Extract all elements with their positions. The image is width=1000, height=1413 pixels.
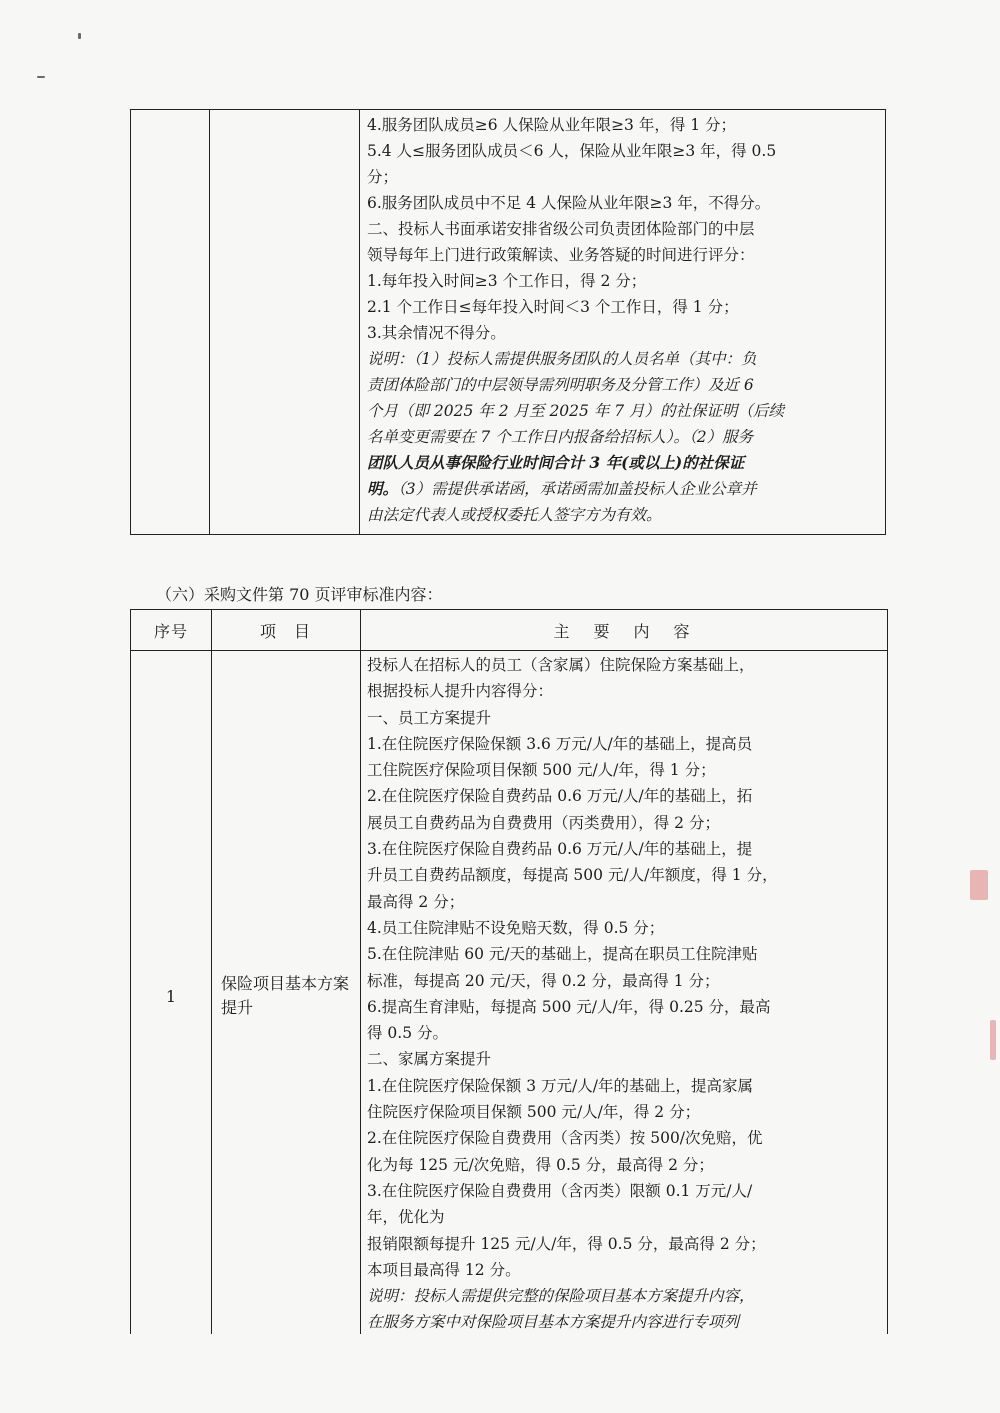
text-line: 最高得 2 分；	[367, 892, 465, 911]
text-line: 3.其余情况不得分。	[367, 324, 506, 342]
note-line: 个月（即 2025 年 2 月至 2025 年 7 月）的社保证明（后续	[367, 402, 785, 420]
text-line: 1.在住院医疗保险保额 3.6 万元/人/年的基础上，提高员	[367, 734, 753, 753]
text-line: 一、员工方案提升	[367, 708, 492, 727]
text-line: 化为每 125 元/次免赔，得 0.5 分，最高得 2 分；	[367, 1155, 714, 1174]
scan-speck	[78, 33, 81, 39]
bold-note-line: 团队人员从事保险行业时间合计 3 年(或以上)的社保证	[367, 453, 745, 472]
text-line: 住院医疗保险项目保额 500 元/人/年，得 2 分；	[367, 1103, 701, 1122]
stamp-fragment	[970, 870, 988, 900]
continuation-table	[130, 109, 886, 535]
text-line: 二、家属方案提升	[367, 1050, 492, 1069]
text-line: 4.服务团队成员≥6 人保险从业年限≥3 年，得 1 分；	[367, 116, 737, 134]
text-line: 本项目最高得 12 分。	[367, 1260, 521, 1279]
continuation-content	[367, 112, 877, 528]
text-line: 年，优化为	[367, 1208, 445, 1227]
text-line: 2.1 个工作日≤每年投入时间＜3 个工作日，得 1 分；	[367, 298, 739, 316]
section-heading: （六）采购文件第 70 页评审标准内容：	[156, 585, 443, 604]
text-line: 分；	[367, 168, 399, 186]
text-line: 根据投标人提升内容得分：	[367, 682, 554, 701]
text-line: 2.在住院医疗保险自费费用（含丙类）按 500/次免赔，优	[367, 1129, 763, 1148]
bold-fragment: 明。	[367, 479, 399, 498]
row-content	[367, 652, 879, 1336]
text-line: 1.在住院医疗保险保额 3 万元/人/年的基础上，提高家属	[367, 1076, 753, 1095]
header-content: 主 要 内 容	[553, 621, 694, 641]
text-line: 工住院医疗保险项目保额 500 元/人/年，得 1 分；	[367, 761, 716, 780]
text-line: 2.在住院医疗保险自费药品 0.6 万元/人/年的基础上，拓	[367, 787, 753, 806]
note-line: 说明：（1）投标人需提供服务团队的人员名单（其中：负	[367, 350, 757, 368]
note-line: 在服务方案中对保险项目基本方案提升内容进行专项列	[367, 1313, 740, 1332]
column-divider	[211, 610, 212, 1334]
column-divider	[359, 110, 360, 534]
text-line: 投标人在招标人的员工（含家属）住院保险方案基础上，	[367, 656, 755, 674]
text-line: 领导每年上门进行政策解读、业务答疑的时间进行评分：	[367, 246, 755, 264]
row-item: 保险项目基本方案提升	[221, 974, 350, 1017]
criteria-table	[130, 609, 888, 1334]
text-line: 6.服务团队成员中不足 4 人保险从业年限≥3 年，不得分。	[367, 194, 771, 212]
note-line: 名单变更需要在 7 个工作日内报备给招标人）。（2）服务	[367, 428, 754, 446]
text-line: 升员工自费药品额度，每提高 500 元/人/年额度，得 1 分，	[367, 866, 778, 885]
text-line: 得 0.5 分。	[367, 1024, 449, 1043]
note-line: 责团体险部门的中层领导需列明职务及分管工作）及近 6	[367, 376, 754, 394]
header-item: 项 目	[259, 621, 311, 641]
column-divider	[209, 110, 210, 534]
text-line: 报销限额每提升 125 元/人/年，得 0.5 分，最高得 2 分；	[367, 1234, 766, 1253]
text-line: 3.在住院医疗保险自费药品 0.6 万元/人/年的基础上，提	[367, 840, 753, 859]
text-line: 标准，每提高 20 元/天，得 0.2 分，最高得 1 分；	[367, 971, 720, 990]
text-line: 展员工自费药品为自费费用（丙类费用），得 2 分；	[367, 813, 720, 832]
text-line: 二、投标人书面承诺安排省级公司负责团体险部门的中层	[367, 220, 755, 238]
mixed-note-line	[367, 476, 877, 502]
text-line: 5.在住院津贴 60 元/天的基础上，提高在职员工住院津贴	[367, 945, 758, 964]
scan-speck	[37, 76, 45, 78]
header-no: 序号	[153, 621, 188, 641]
row-number: 1	[165, 987, 177, 1006]
text-line: 4.员工住院津贴不设免赔天数，得 0.5 分；	[367, 918, 665, 937]
header-divider	[131, 650, 887, 651]
text-line: 6.提高生育津贴，每提高 500 元/人/年，得 0.25 分，最高	[367, 997, 771, 1016]
italic-fragment: （3）需提供承诺函，承诺函需加盖投标人企业公章并	[398, 480, 757, 498]
text-line: 3.在住院医疗保险自费费用（含丙类）限额 0.1 万元/人/	[367, 1181, 753, 1200]
note-line: 说明：投标人需提供完整的保险项目基本方案提升内容，	[367, 1287, 755, 1306]
text-line: 1.每年投入时间≥3 个工作日，得 2 分；	[367, 272, 647, 290]
text-line: 5.4 人≤服务团队成员＜6 人，保险从业年限≥3 年，得 0.5	[367, 142, 777, 160]
stamp-fragment	[990, 1020, 996, 1060]
note-line: 由法定代表人或授权委托人签字方为有效。	[367, 506, 662, 524]
